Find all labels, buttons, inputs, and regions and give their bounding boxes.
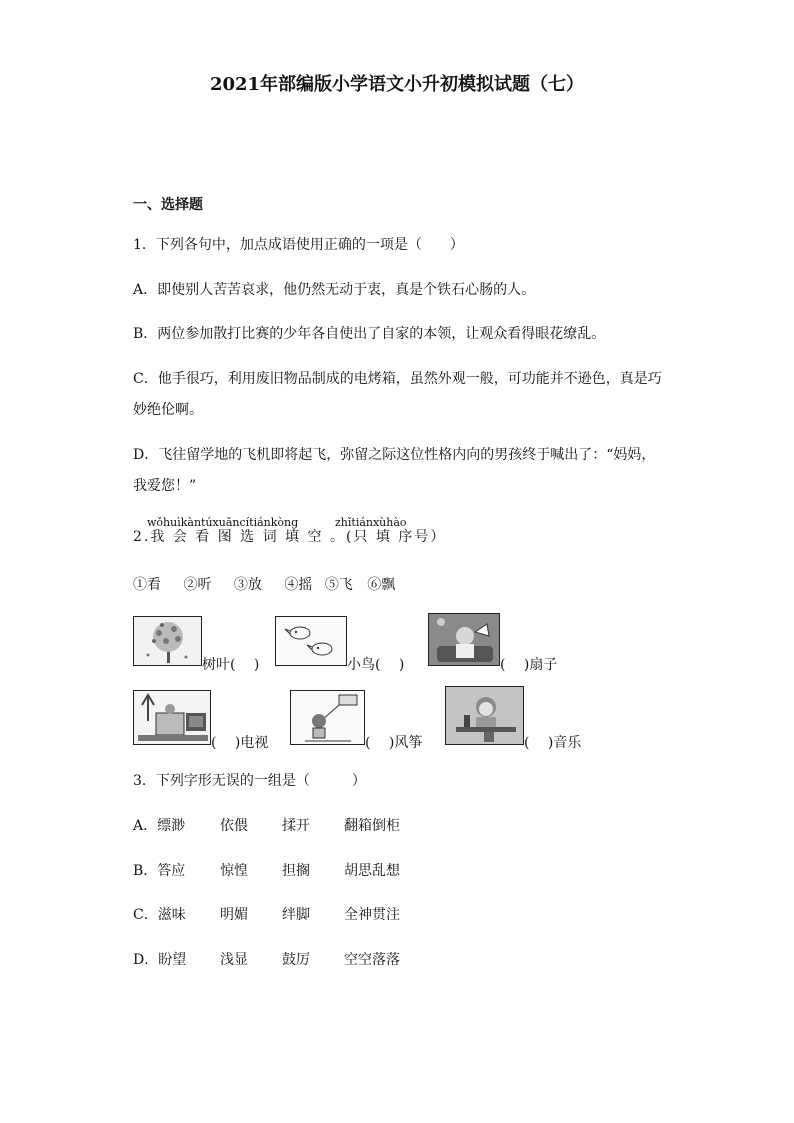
music-picture [445, 686, 524, 745]
q3-option-a [133, 815, 400, 835]
q1-option-d-line1: D．飞往留学地的飞机即将起飞，弥留之际这位性格内向的男孩终于喊出了：“妈妈， [133, 447, 656, 463]
q3-word: C．滋味 [133, 907, 186, 923]
fan-picture [428, 613, 500, 666]
q2-option: ②听 [183, 577, 212, 593]
q2-pinyin-2: zhǐtiánxùhào [335, 516, 407, 529]
kite-picture [290, 690, 365, 745]
q3-option-b [133, 860, 400, 880]
q3-word: 揉开 [282, 818, 310, 834]
blank-fan: ( )扇子 [500, 657, 558, 673]
q3-word: A．缥渺 [133, 818, 186, 834]
q1-stem: 1．下列各句中，加点成语使用正确的一项是（ ） [133, 237, 464, 253]
q3-word: 全神贯注 [344, 907, 400, 923]
blank-music: ( )音乐 [524, 735, 582, 751]
q3-word: 惊惶 [220, 863, 248, 879]
q2-option: ①看 [133, 577, 161, 593]
q3-word: 明媚 [220, 907, 248, 923]
q1-option-c-line2: 妙绝伦啊。 [133, 402, 203, 418]
birds-picture [275, 616, 347, 666]
q3-word: 浅显 [220, 952, 248, 968]
blank-bird: 小鸟( ) [347, 657, 405, 673]
q2-pinyin-1: wǒhuìkàntúxuǎncítiánkòng [147, 516, 299, 529]
tree-picture [133, 616, 202, 666]
q3-word: 翻箱倒柜 [344, 818, 400, 834]
blank-kite: ( )风筝 [365, 735, 423, 751]
q3-word: 绊脚 [282, 907, 310, 923]
q2-option: ⑥飘 [367, 577, 396, 593]
q2-option: ③放 [233, 577, 262, 593]
section-heading: 一、选择题 [133, 197, 203, 213]
q3-word: 胡思乱想 [344, 863, 400, 879]
q1-option-a: A．即使别人苦苦哀求，他仍然无动于衷，真是个铁石心肠的人。 [133, 282, 536, 298]
tv-picture [133, 690, 211, 745]
q3-word: B．答应 [133, 863, 186, 879]
blank-leaves: 树叶( ) [202, 657, 260, 673]
q3-word: D．盼望 [133, 952, 187, 968]
q2-option: ⑤飞 [324, 577, 353, 593]
q1-option-b: B．两位参加散打比赛的少年各自使出了自家的本领，让观众看得眼花缭乱。 [133, 326, 606, 342]
q1-option-c-line1: C．他手很巧，利用废旧物品制成的电烤箱，虽然外观一般，可功能并不逊色，真是巧 [133, 371, 662, 387]
q2-stem: 2.我 会 看 图 选 词 填 空 。(只 填 序号） [133, 529, 447, 545]
q1-option-d-line2: 我爱您！” [133, 478, 197, 494]
q3-stem: 3．下列字形无误的一组是（ ） [133, 773, 366, 789]
blank-tv: ( )电视 [211, 735, 269, 751]
q2-options [133, 574, 413, 594]
q3-word: 担搁 [282, 863, 310, 879]
q3-word: 依偎 [220, 818, 248, 834]
q2-option: ④摇 [284, 577, 313, 593]
page-title: 2021年部编版小学语文小升初模拟试题（七） [209, 74, 585, 95]
q3-option-c [133, 904, 400, 924]
q3-option-d [133, 949, 400, 969]
q3-word: 空空落落 [344, 952, 400, 968]
q3-word: 鼓厉 [282, 952, 310, 968]
